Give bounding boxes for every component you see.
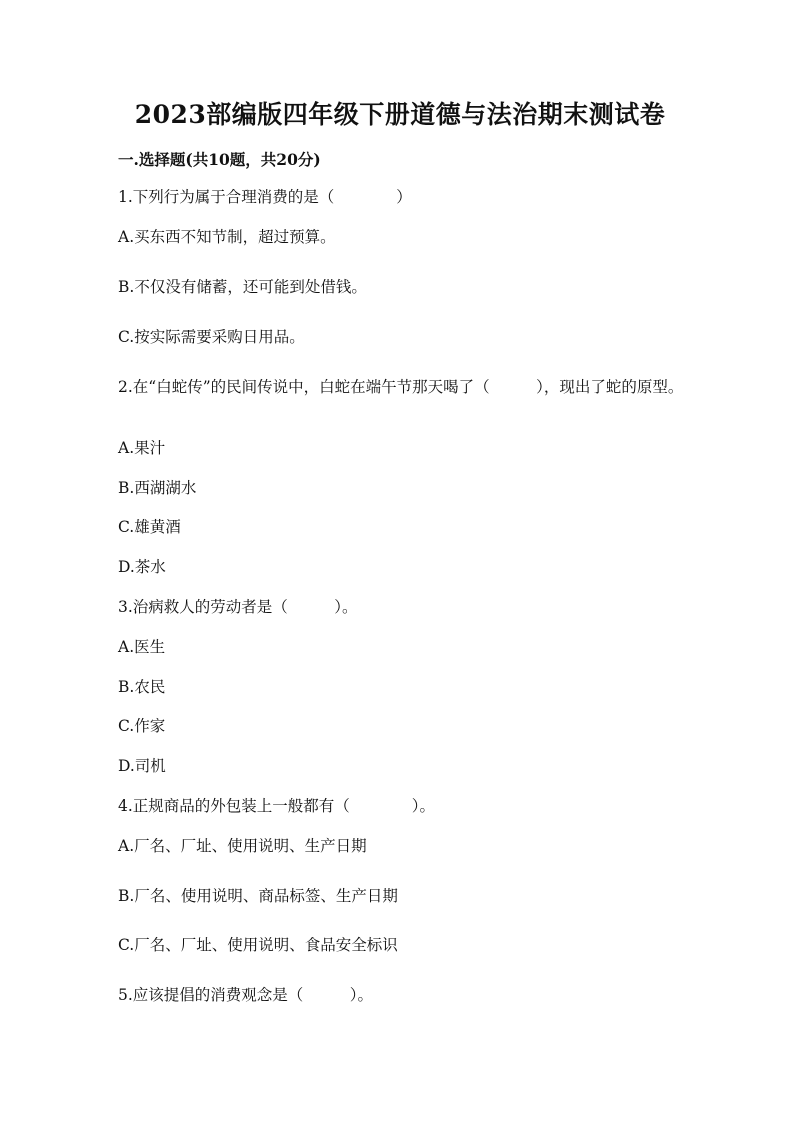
question-5-stem: 5.应该提倡的消费观念是（ ）。: [118, 986, 374, 1004]
question-4-stem: 4.正规商品的外包装上一般都有（ ）。: [118, 797, 436, 815]
question-3-stem: 3.治病救人的劳动者是（ ）。: [118, 598, 358, 616]
question-4-option-a[interactable]: A.厂名、厂址、使用说明、生产日期: [118, 837, 367, 855]
question-4-option-b[interactable]: B.厂名、使用说明、商品标签、生产日期: [118, 887, 398, 905]
page-title: 2023部编版四年级下册道德与法治期末测试卷: [134, 100, 666, 129]
question-3-option-a[interactable]: A.医生: [118, 638, 166, 656]
question-3-option-b[interactable]: B.农民: [118, 678, 166, 696]
question-2-option-a[interactable]: A.果汁: [118, 439, 166, 457]
question-1-stem: 1.下列行为属于合理消费的是（ ）: [118, 188, 412, 206]
question-3-option-c[interactable]: C.作家: [118, 717, 166, 735]
question-2-option-c[interactable]: C.雄黄酒: [118, 518, 181, 536]
question-1-option-a[interactable]: A.买东西不知节制，超过预算。: [118, 228, 336, 246]
question-1-option-b[interactable]: B.不仅没有储蓄，还可能到处借钱。: [118, 278, 367, 296]
section-heading: 一.选择题(共10题，共20分): [118, 150, 321, 169]
question-4-option-c[interactable]: C.厂名、厂址、使用说明、食品安全标识: [118, 936, 398, 954]
question-2-stem: 2.在“白蛇传”的民间传说中，白蛇在端午节那天喝了（ ），现出了蛇的原型。: [118, 378, 684, 396]
question-1-option-c[interactable]: C.按实际需要采购日用品。: [118, 328, 305, 346]
question-2-option-d[interactable]: D.茶水: [118, 558, 166, 576]
question-3-option-d[interactable]: D.司机: [118, 757, 166, 775]
question-2-option-b[interactable]: B.西湖湖水: [118, 479, 197, 497]
